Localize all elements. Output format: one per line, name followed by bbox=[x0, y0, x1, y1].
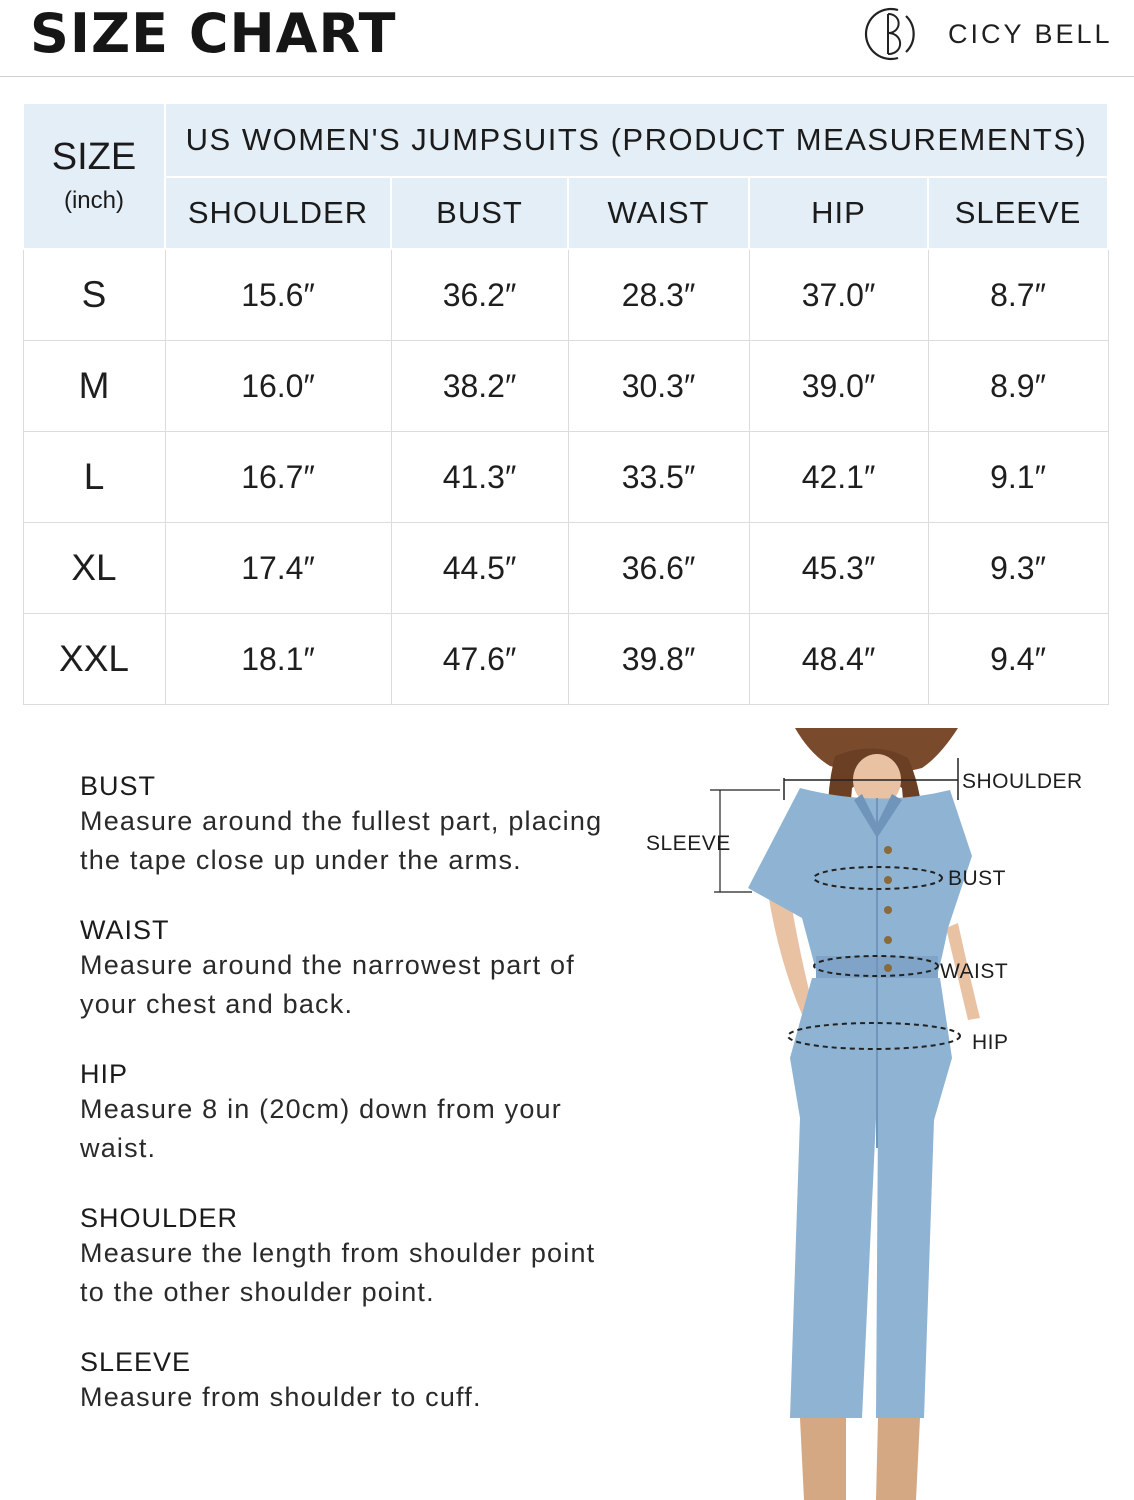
table-cell: 33.5″ bbox=[568, 432, 749, 523]
guide-item-bust bbox=[80, 770, 650, 880]
table-cell: 41.3″ bbox=[391, 432, 568, 523]
guide-line: Measure from shoulder to cuff. bbox=[80, 1382, 482, 1412]
table-cell: 45.3″ bbox=[749, 523, 928, 614]
table-cell: 15.6″ bbox=[165, 249, 391, 341]
table-row bbox=[23, 341, 1108, 432]
table-cell: 38.2″ bbox=[391, 341, 568, 432]
table-cell: 39.0″ bbox=[749, 341, 928, 432]
guide-line: the tape close up under the arms. bbox=[80, 845, 522, 875]
table-cell: 36.2″ bbox=[391, 249, 568, 341]
table-cell: 16.0″ bbox=[165, 341, 391, 432]
table-cell: 28.3″ bbox=[568, 249, 749, 341]
column-header-waist: WAIST bbox=[568, 177, 749, 249]
guide-line: Measure around the narrowest part of bbox=[80, 950, 575, 980]
guide-item-shoulder bbox=[80, 1202, 650, 1312]
table-cell: 8.9″ bbox=[928, 341, 1108, 432]
guide-line: Measure the length from shoulder point bbox=[80, 1238, 596, 1268]
header bbox=[0, 0, 1134, 77]
table-row bbox=[23, 249, 1108, 341]
guide-line: to the other shoulder point. bbox=[80, 1277, 435, 1307]
table-cell: 17.4″ bbox=[165, 523, 391, 614]
table-cell: 9.1″ bbox=[928, 432, 1108, 523]
model-figure bbox=[640, 728, 1120, 1500]
column-header-sleeve: SLEEVE bbox=[928, 177, 1108, 249]
table-row bbox=[23, 432, 1108, 523]
table-cell: 9.4″ bbox=[928, 614, 1108, 705]
table-cell: 36.6″ bbox=[568, 523, 749, 614]
guide-title: WAIST bbox=[80, 915, 170, 945]
size-cell: XL bbox=[23, 523, 165, 614]
unit-label: (inch) bbox=[63, 187, 124, 215]
group-title: US WOMEN'S JUMPSUITS (PRODUCT MEASUREMENTS) bbox=[165, 103, 1108, 177]
table-cell: 18.1″ bbox=[165, 614, 391, 705]
label-shoulder: SHOULDER bbox=[962, 770, 1083, 793]
size-label: SIZE bbox=[51, 136, 137, 179]
table-row bbox=[23, 614, 1108, 705]
guide-title: BUST bbox=[80, 771, 157, 801]
guide-title: HIP bbox=[80, 1059, 129, 1089]
size-cell: S bbox=[23, 249, 165, 341]
column-header-hip: HIP bbox=[749, 177, 928, 249]
brand bbox=[862, 2, 1113, 66]
guide-title: SLEEVE bbox=[80, 1347, 192, 1377]
table-cell: 8.7″ bbox=[928, 249, 1108, 341]
column-header-bust: BUST bbox=[391, 177, 568, 249]
guide-line: Measure around the fullest part, placing bbox=[80, 806, 603, 836]
table-row bbox=[23, 523, 1108, 614]
size-column-header bbox=[23, 103, 165, 249]
table-cell: 39.8″ bbox=[568, 614, 749, 705]
measurement-guide bbox=[80, 770, 650, 1451]
guide-line: your chest and back. bbox=[80, 989, 354, 1019]
table-cell: 30.3″ bbox=[568, 341, 749, 432]
table-cell: 44.5″ bbox=[391, 523, 568, 614]
guide-item-waist bbox=[80, 914, 650, 1024]
column-header-shoulder: SHOULDER bbox=[165, 177, 391, 249]
label-hip: HIP bbox=[972, 1031, 1009, 1054]
label-bust: BUST bbox=[948, 867, 1007, 890]
table-cell: 16.7″ bbox=[165, 432, 391, 523]
size-table bbox=[22, 102, 1109, 705]
guide-item-hip bbox=[80, 1058, 650, 1168]
guide-item-sleeve bbox=[80, 1346, 650, 1417]
size-cell: XXL bbox=[23, 614, 165, 705]
brand-name: CICY BELL bbox=[948, 18, 1113, 49]
table-cell: 9.3″ bbox=[928, 523, 1108, 614]
size-cell: M bbox=[23, 341, 165, 432]
label-waist: WAIST bbox=[940, 960, 1009, 983]
guide-title: SHOULDER bbox=[80, 1203, 239, 1233]
page-title: SIZE CHART bbox=[30, 2, 397, 65]
size-cell: L bbox=[23, 432, 165, 523]
table-cell: 47.6″ bbox=[391, 614, 568, 705]
guide-line: Measure 8 in (20cm) down from your bbox=[80, 1094, 562, 1124]
table-cell: 48.4″ bbox=[749, 614, 928, 705]
brand-logo-icon bbox=[862, 4, 922, 64]
guide-line: waist. bbox=[80, 1133, 157, 1163]
label-sleeve: SLEEVE bbox=[646, 832, 731, 855]
table-cell: 37.0″ bbox=[749, 249, 928, 341]
table-cell: 42.1″ bbox=[749, 432, 928, 523]
